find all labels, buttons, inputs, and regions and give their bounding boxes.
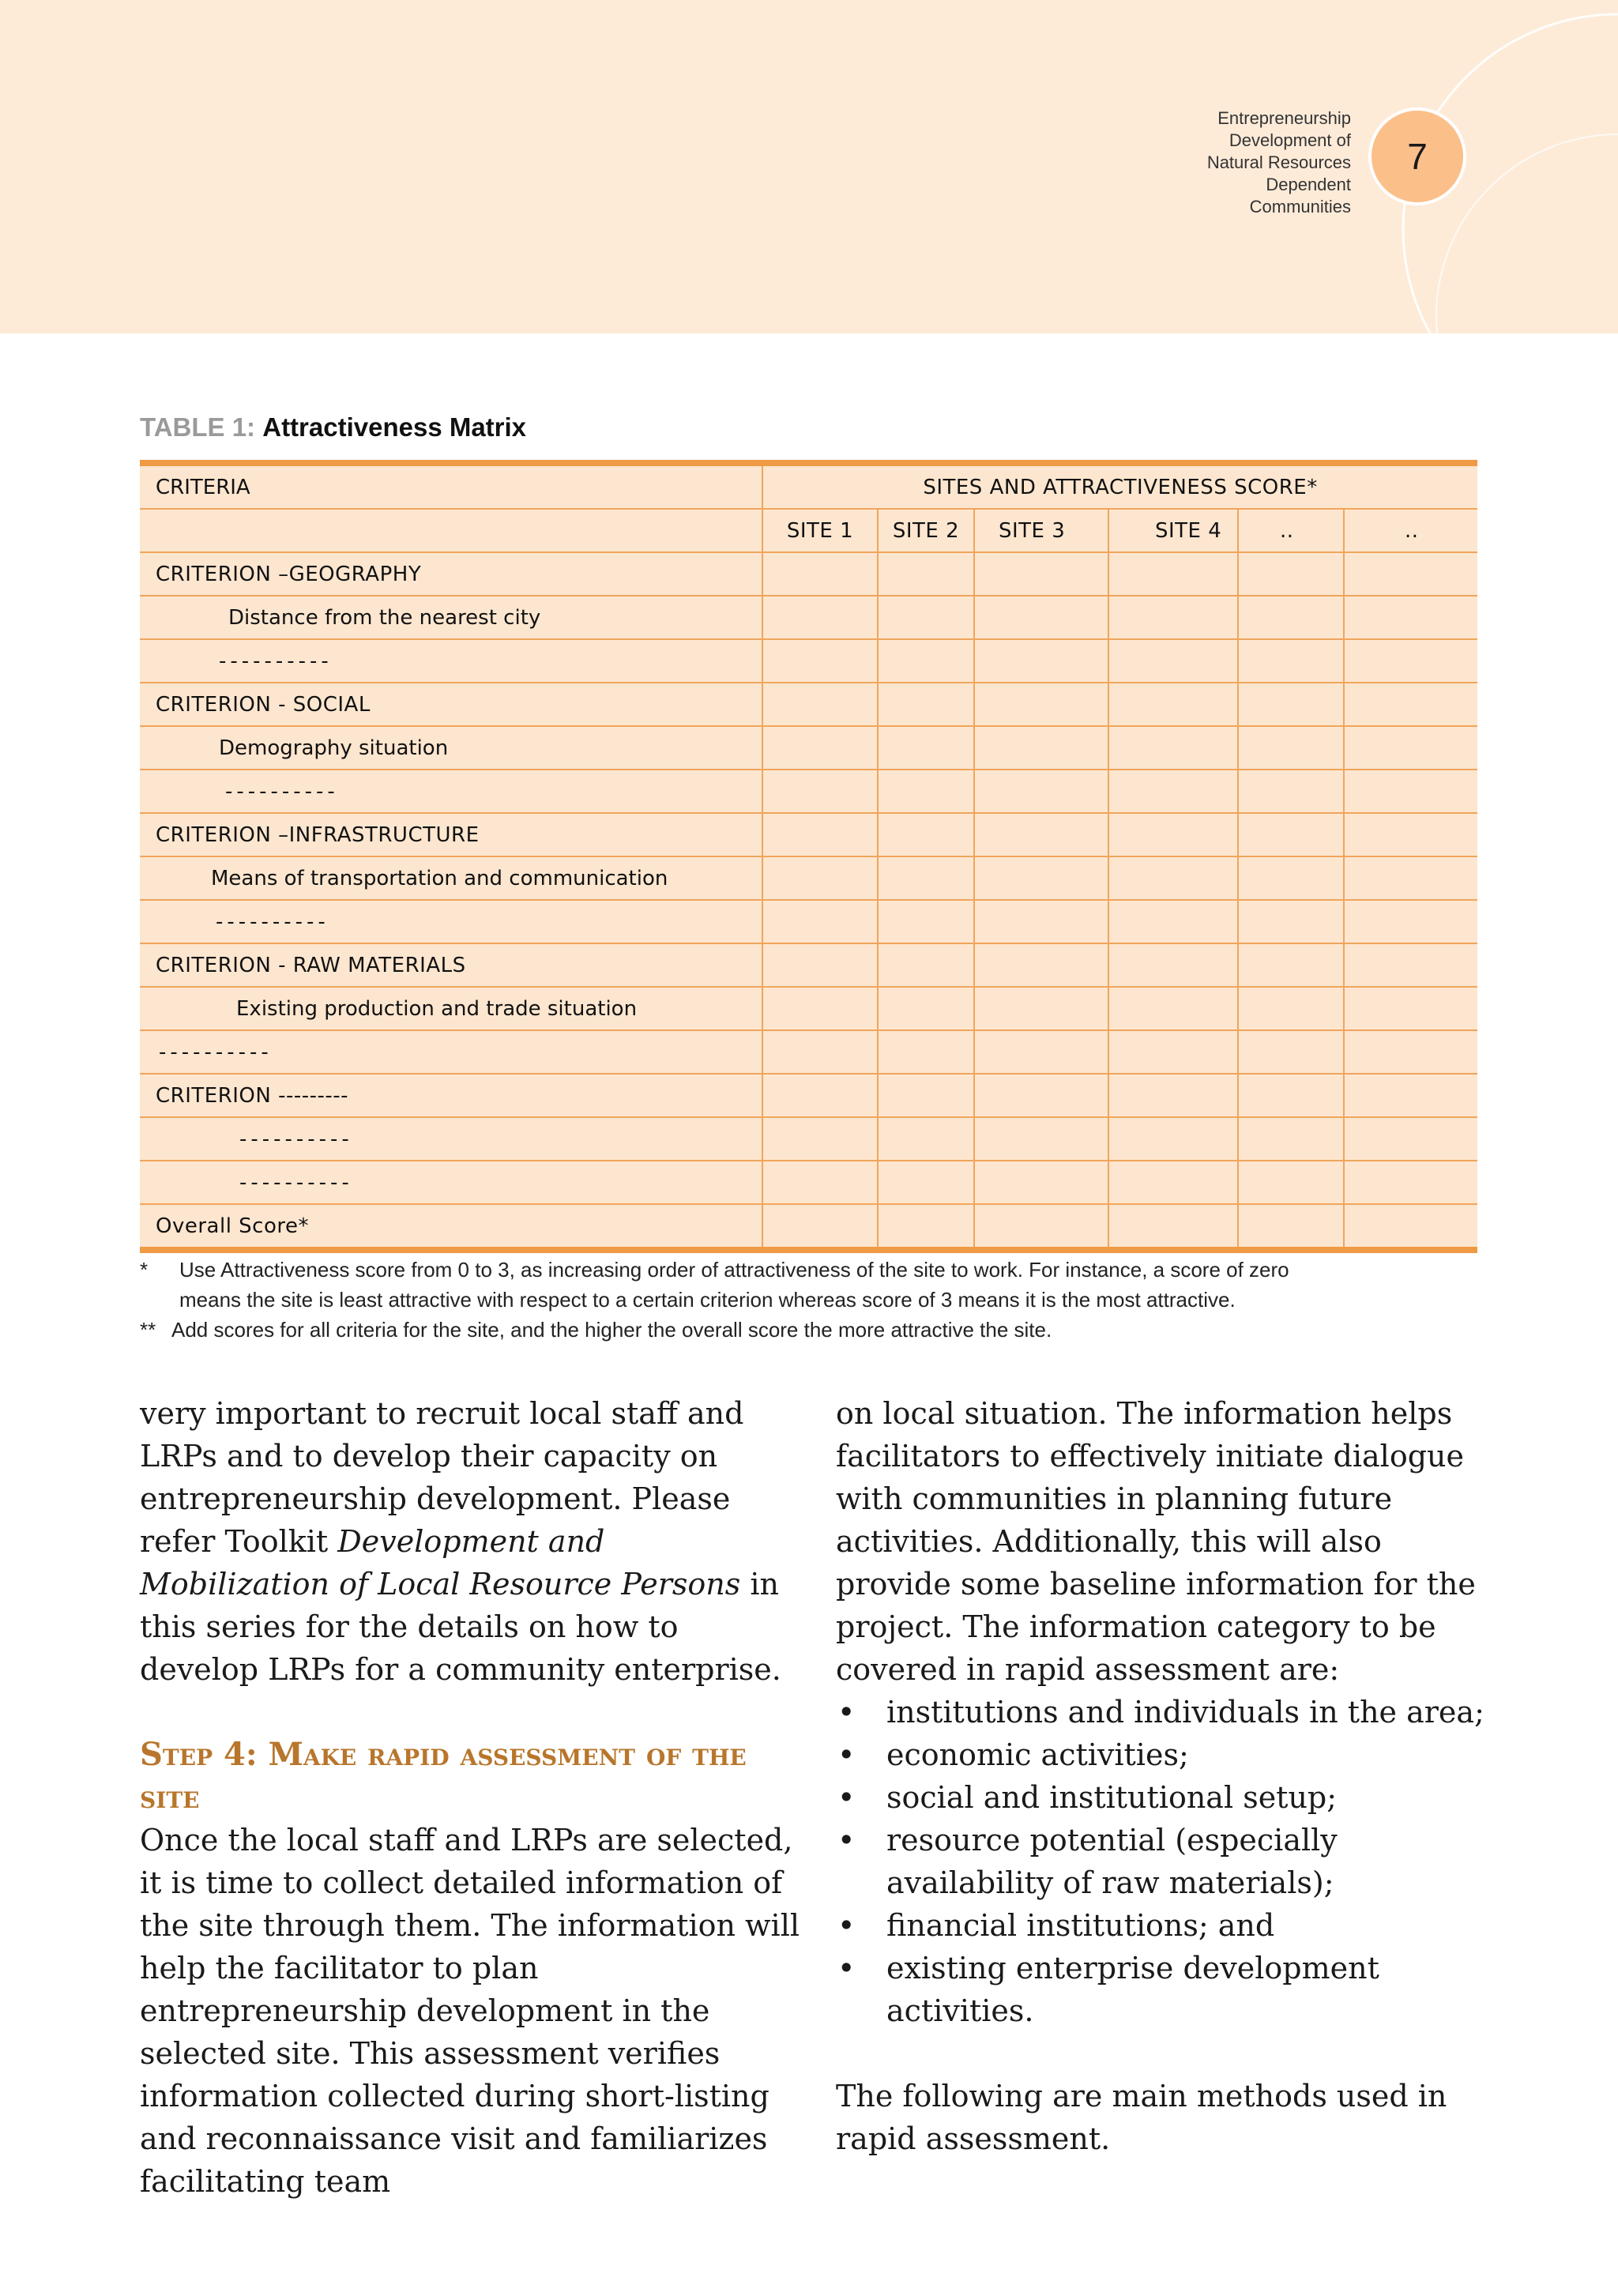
placeholder-label: ---------- [140, 1161, 762, 1204]
placeholder-label: ---------- [140, 770, 762, 813]
table-row [140, 900, 1477, 943]
bullet-icon: • [837, 1780, 856, 1815]
table-row [140, 1204, 1477, 1250]
table-row [140, 596, 1477, 639]
table-caption [140, 411, 526, 444]
body-text: in this series for the details on how to develop LRPs for a community enterprise. [140, 1567, 781, 1687]
table-footnotes [140, 1255, 1483, 1345]
bullet-icon: • [837, 1951, 856, 1985]
table-row [140, 856, 1477, 900]
criterion-label: CRITERION - SOCIAL [140, 683, 762, 726]
footnote-text: Use Attractiveness score from 0 to 3, as increasing order of attractiveness of the site to work. For instance, a score of zero [179, 1258, 1289, 1282]
list-item-text: economic activities; [886, 1737, 1189, 1772]
bullet-icon: • [837, 1908, 856, 1943]
attractiveness-matrix [140, 460, 1477, 1253]
series-title-line: Development of [1229, 130, 1351, 150]
body-paragraph: The following are main methods used in rapid assessment. [836, 2079, 1447, 2156]
bullet-icon: • [837, 1737, 856, 1772]
placeholder-label: ---------- [140, 900, 762, 943]
series-title [1098, 107, 1351, 218]
header-band [0, 0, 1618, 333]
body-paragraph: Once the local staff and LRPs are selected, it is time to collect detailed information of the site through them. The information will help the facilitator to plan entrepreneurship development in the selected site. This assessment verifies information collected during short-listing and reconnaissance visit and familiarizes facilitating team [140, 1823, 800, 2199]
placeholder-label: ---------- [140, 639, 762, 683]
bullet-icon: • [837, 1695, 856, 1730]
left-column [140, 1392, 803, 2203]
table-row [140, 770, 1477, 813]
spacer [836, 2032, 1492, 2075]
list-item-text: existing enterprise development activities. [886, 1951, 1379, 2028]
right-column [836, 1392, 1492, 2160]
sub-criterion-label: Distance from the nearest city [140, 596, 762, 639]
list-item [836, 1904, 1492, 1947]
table-row [140, 987, 1477, 1030]
table-row [140, 943, 1477, 987]
placeholder-label: ---------- [140, 1030, 762, 1074]
site-column-header: SITE 4 [1108, 509, 1238, 552]
page-number-badge [1368, 107, 1466, 205]
list-item [836, 1733, 1492, 1776]
site-columns-row [140, 509, 1477, 552]
list-item-text: resource potential (especially availability of raw materials); [886, 1823, 1338, 1900]
list-item [836, 1691, 1492, 1733]
footnote-mark: ** [140, 1318, 156, 1342]
site-column-header: SITE 3 [974, 509, 1108, 552]
table-row [140, 1074, 1477, 1117]
list-item [836, 1776, 1492, 1819]
series-title-line: Dependent [1266, 175, 1351, 194]
table-caption-label: TABLE 1: [140, 412, 256, 442]
footnote-1 [140, 1255, 1483, 1315]
series-title-line: Natural Resources [1206, 152, 1351, 172]
table-row [140, 683, 1477, 726]
table-row [140, 726, 1477, 770]
footnote-mark: * [140, 1258, 149, 1282]
table-row [140, 813, 1477, 856]
table-row [140, 552, 1477, 596]
site-column-header: .. [1238, 509, 1344, 552]
body-text: very important to recruit local staff and LRPs and to develop their capacity on entrepreneurship development. Please refer Toolkit [140, 1396, 744, 1559]
sub-criterion-label: Means of transportation and communication [140, 856, 762, 900]
criterion-label: CRITERION - RAW MATERIALS [140, 943, 762, 987]
footnote-2 [140, 1315, 1483, 1345]
body-paragraph: on local situation. The information helps facilitators to effectively initiate dialogue with communities in planning future activities. Additionally, this will also provide some baseline information for the project. The information category to be covered in rapid assessment are: [836, 1396, 1476, 1687]
list-item-text: institutions and individuals in the area; [886, 1695, 1484, 1730]
table-row [140, 1161, 1477, 1204]
bullet-icon: • [837, 1823, 856, 1858]
table-cell [140, 509, 762, 552]
assessment-categories-list [836, 1691, 1492, 2032]
body-paragraph [140, 1392, 803, 1691]
site-column-header: SITE 2 [878, 509, 974, 552]
criterion-label: CRITERION –INFRASTRUCTURE [140, 813, 762, 856]
table-row [140, 1030, 1477, 1074]
series-title-line: Entrepreneurship [1217, 108, 1351, 128]
series-title-line: Communities [1249, 197, 1351, 216]
criterion-label: CRITERION --------- [140, 1074, 762, 1117]
sites-header: SITES AND ATTRACTIVENESS SCORE* [762, 463, 1477, 509]
step-heading: Step 4: Make rapid assessment of the site [140, 1736, 747, 1816]
list-item-text: financial institutions; and [886, 1908, 1275, 1943]
table-caption-title: Attractiveness Matrix [262, 412, 527, 442]
site-column-header: SITE 1 [762, 509, 878, 552]
toolkit-title: Development and Mobilization of Local Resource Persons [140, 1524, 741, 1602]
list-item [836, 1819, 1492, 1904]
table-row [140, 639, 1477, 683]
table-row [140, 1117, 1477, 1161]
sub-criterion-label: Demography situation [140, 726, 762, 770]
criteria-header: CRITERIA [140, 463, 762, 509]
list-item [836, 1947, 1492, 2032]
table-header-row [140, 463, 1477, 509]
placeholder-label: ---------- [140, 1117, 762, 1161]
page-number: 7 [1407, 136, 1428, 177]
sub-criterion-label: Existing production and trade situation [140, 987, 762, 1030]
overall-score-label: Overall Score* [156, 1214, 310, 1238]
criterion-label: CRITERION –GEOGRAPHY [140, 552, 762, 596]
site-column-header: .. [1344, 509, 1477, 552]
list-item-text: social and institutional setup; [886, 1780, 1338, 1815]
footnote-text: Add scores for all criteria for the site, and the higher the overall score the more attractive the site. [171, 1318, 1052, 1342]
footnote-text: means the site is least attractive with respect to a certain criterion whereas score of 3 means it is the most attractive. [179, 1288, 1236, 1312]
